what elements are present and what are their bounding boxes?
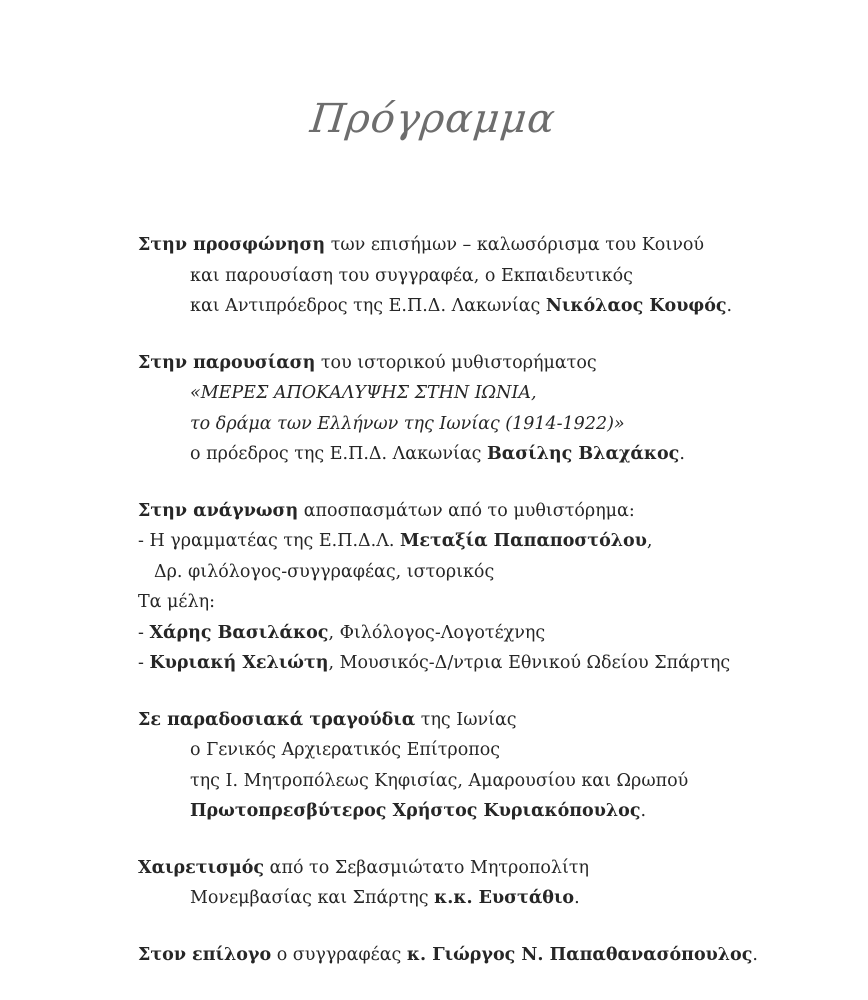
text: , Φιλόλογος-Λογοτέχνης (328, 622, 546, 643)
text: από το Σεβασμιώτατο Μητροπολίτη (264, 857, 590, 878)
line (138, 409, 747, 440)
line (138, 230, 747, 261)
text: , (646, 531, 653, 551)
text: του ιστορικού μυθιστορήματος (315, 352, 597, 373)
bold-text: Στον επίλογο (138, 944, 272, 965)
text: ο πρόεδρος της Ε.Π.Δ. Λακωνίας (190, 444, 488, 464)
bold-text: Νικόλαος Κουφός (545, 296, 727, 316)
page-title: Πρόγραμμα (308, 96, 558, 142)
bold-text: Βασίλης Βλαχάκος (487, 444, 680, 464)
text: και Αντιπρόεδρος της Ε.Π.Δ. Λακωνίας (190, 296, 546, 316)
text: Τα μέλη: (138, 592, 215, 612)
line (138, 587, 747, 618)
text: . (752, 944, 758, 965)
section-epilogue (138, 940, 758, 971)
text: . (679, 444, 685, 464)
section-greeting (138, 853, 747, 914)
text: ο συγγραφέας (271, 944, 407, 965)
bold-text: Πρωτοπρεσβύτερος Χρήστος Κυριακόπουλος (190, 801, 641, 821)
text: . (640, 801, 647, 821)
line (138, 439, 747, 470)
text: , Μουσικός-Δ/ντρια Εθνικού Ωδείου Σπάρτης (328, 653, 731, 673)
section-address (138, 230, 747, 322)
text: των επισήμων – καλωσόρισμα του Κοινού (325, 235, 705, 255)
bold-text: Σε παραδοσιακά τραγούδια (138, 709, 416, 730)
text: - Η γραμματέας της Ε.Π.Δ.Λ. (138, 531, 401, 551)
line (138, 766, 747, 797)
text: . (574, 888, 580, 908)
section-songs (138, 705, 747, 827)
bold-text: κ.κ. Ευστάθιο (434, 888, 575, 908)
program-list (138, 230, 758, 996)
text: της Ιωνίας (415, 709, 517, 730)
line (138, 378, 747, 409)
line (138, 940, 758, 971)
line (138, 291, 747, 322)
text: - (138, 653, 150, 673)
bold-text: κ. Γιώργος Ν. Παπαθανασόπουλος (406, 944, 753, 965)
section-presentation (138, 348, 747, 470)
text: - (138, 622, 150, 643)
text: Μονεμβασίας και Σπάρτης (190, 888, 435, 908)
line (138, 853, 747, 884)
line (138, 496, 747, 527)
line (138, 618, 747, 649)
bold-text: Στην παρουσίαση (138, 352, 316, 373)
text: αποσπασμάτων από το μυθιστόρημα: (298, 500, 635, 521)
bold-text: Στην ανάγνωση (138, 500, 299, 521)
bold-text: Χάρης Βασιλάκος (149, 622, 329, 643)
line (138, 796, 747, 827)
section-reading (138, 496, 747, 679)
text: Δρ. φιλόλογος-συγγραφέας, ιστορικός (154, 561, 495, 582)
line (138, 348, 747, 379)
text: ο Γενικός Αρχιερατικός Επίτροπος (190, 740, 501, 760)
book-subtitle: το δράμα των Ελλήνων της Ιωνίας (1914-1922)» (190, 413, 625, 434)
bold-text: Στην προσφώνηση (138, 235, 326, 255)
bold-text: Χαιρετισμός (138, 857, 265, 878)
line (138, 735, 747, 766)
text: της Ι. Μητροπόλεως Κηφισίας, Αμαρουσίου και Ωρωπού (190, 770, 689, 791)
line (138, 557, 747, 588)
line (138, 705, 747, 736)
line (138, 261, 747, 292)
book-title: «ΜΕΡΕΣ ΑΠΟΚΑΛΥΨΗΣ ΣΤΗΝ ΙΩΝΙΑ, (190, 383, 537, 403)
line (138, 526, 747, 557)
bold-text: Μεταξία Παπαποστόλου (400, 531, 647, 551)
text: . (726, 296, 733, 316)
text: και παρουσίαση του συγγραφέα, ο Εκπαιδευτικός (190, 265, 633, 286)
line (138, 648, 747, 679)
bold-text: Κυριακή Χελιώτη (149, 653, 329, 673)
line (138, 883, 747, 914)
